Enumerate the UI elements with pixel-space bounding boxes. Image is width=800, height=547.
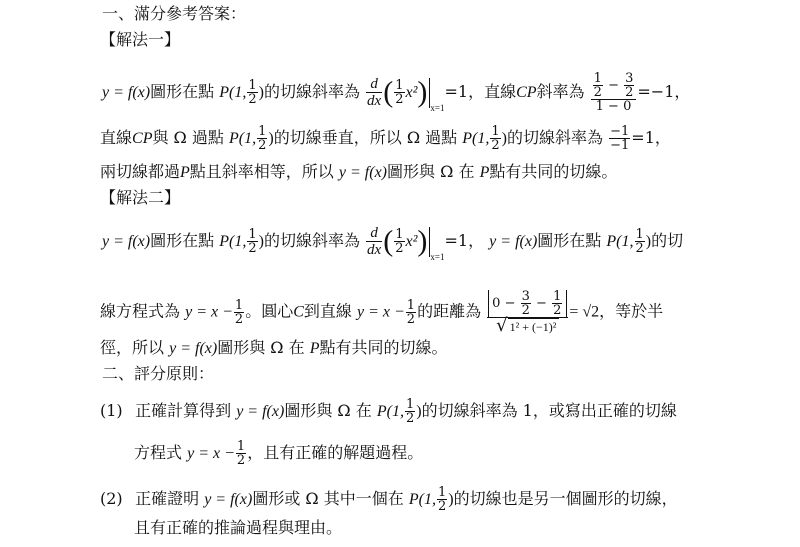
text: 圖形在點 [537,231,602,250]
text: ，且有正確的解題過程。 [247,443,424,462]
text: 點有共同的切線。 [319,338,448,357]
text: =1，直線 [444,82,517,101]
text: 圖形與 Ω 在 [387,162,475,181]
text: ，等於半 [599,301,664,321]
rule-2-line-2 [134,518,342,538]
text: 正確計算得到 [135,401,232,420]
math-point: P(1, [376,403,404,420]
math-paren: ) [645,233,652,250]
text: 圖形在點 [150,82,215,101]
fraction: $\frac{1}{2}$ [236,439,246,468]
math-x2: x² [405,84,418,101]
m1-line-1: y = f(x)圖形在點 P(1, $\frac{1}{2}$ )的切線斜率為 $\frac{d}{dx}$ ( $\frac{1}{2}$ x²) $_{x=1}$=1，直線CP斜率為 $\frac{1}{2}$ − $\frac{3}{2}$ 1 − 0 =−1， [102,71,691,114]
fraction: $\frac{1}{2}$ [437,485,447,514]
text: 圖形在點 [150,231,215,250]
text: 圖形與 Ω 在 [284,401,372,420]
fraction: $\frac{1}{2}$ [405,397,415,426]
math-paren: ) [258,233,264,250]
text: 斜率為 [536,82,585,101]
text: 的切線斜率為 [263,231,360,250]
m1-line-3 [100,162,617,183]
text: 兩切線都過 [100,162,181,181]
math-CP: CP [132,130,153,147]
eval-subscript: x=1 [430,252,445,262]
method-1-label: 【解法一】 [100,30,181,49]
text: 直線 [100,128,133,147]
rule-label: (1) [100,401,123,420]
text: 的切線斜率為 [507,128,604,147]
math-CP: CP [516,84,537,101]
rule-1-line-1 [100,398,677,425]
rule-1-line-2 [134,440,423,467]
text: 方程式 [134,443,183,462]
text: 與 Ω 過點 [152,128,224,147]
fraction: $\frac{1}{2}$ [395,78,404,107]
text: 正確證明 [135,489,200,508]
text: 線方程式為 [100,301,181,321]
math-line-eq: y = x − [185,303,233,321]
math-yfx: y = f(x) [338,164,388,181]
eval-subscript: x=1 [430,103,445,113]
derivative-op: $\frac{d}{dx}$ [367,76,382,109]
math-x2: x² [405,233,418,250]
rule-label: (2) [100,489,123,508]
math-point: P(1, [229,130,257,147]
text: 的切線斜率為 1，或寫出正確的切線 [421,401,677,420]
fraction: $\frac{1}{2}$ [258,124,267,153]
section-heading-1: 一、滿分參考答案： [102,4,247,23]
math-point: P(1, [408,491,436,508]
math-P: P [180,164,190,181]
text: 的切線斜率為 [263,82,360,101]
text: 。圓心 [245,301,294,321]
math-yfx: y = f(x) [102,233,151,250]
rule-2-line-1 [100,486,678,513]
text: 圖形或 Ω 其中一個在 [252,489,404,508]
distance-fraction: 0 − $\frac{3}{2}$ − $\frac{1}{2}$ √ 1² + (−1)² [487,290,568,334]
text: =1， [631,128,671,147]
text: 圖形與 Ω 在 [217,338,305,357]
math-P: P [309,340,320,357]
text: 點且斜率相等，所以 [189,162,334,181]
math-paren: ) [448,491,454,508]
text: 的切線也是另一個圖形的切線， [453,489,678,508]
math-paren: ) [268,130,274,147]
method-2-label: 【解法二】 [100,188,181,207]
text: 的切線垂直，所以 Ω 過點 [273,128,458,147]
math-yfx: y = f(x) [169,340,218,357]
text: 點有共同的切線。 [489,162,618,181]
text: 且有正確的推論過程與理由。 [134,518,343,537]
math-paren: ) [501,130,507,147]
math-yfx: y = f(x) [236,403,285,420]
m2-line-2 [100,290,663,334]
m1-line-2 [100,125,671,152]
text: 到直線 [303,301,352,321]
math-P: P [479,164,490,181]
math-C: C [293,303,304,321]
text: =1， [444,231,485,250]
derivative-op: $\frac{d}{dx}$ [367,225,382,258]
math-yfx: y = f(x) [204,491,253,508]
math-sqrt2: = √2 [569,303,600,321]
math-line-eq: y = x − [187,445,235,462]
m2-line-1: y = f(x)圖形在點 P(1, $\frac{1}{2}$ )的切線斜率為 $\frac{d}{dx}$ ( $\frac{1}{2}$ x²) $_{x=1}$=1， y = f(x)圖形在點 P(1, $\frac{1}{2}$ )的切 [102,224,684,262]
fraction: $\frac{1}{2}$ [491,124,500,153]
math-point: P(1, [219,84,247,101]
fraction: $\frac{1}{2}$ [406,297,416,327]
fraction: $\frac{1}{2}$ [248,227,257,256]
math-point: P(1, [606,233,634,250]
text: 的距離為 [417,301,482,321]
math-line-eq: y = x − [356,303,405,321]
text: 的切 [651,231,684,250]
fraction: $\frac{1}{2}$ [635,227,644,256]
math-paren: ) [258,84,264,101]
fraction: $\frac{1}{2}$ [234,297,244,327]
fraction: $\frac{1}{2}$ [395,227,404,256]
slope-fraction: $\frac{1}{2}$ − $\frac{3}{2}$ 1 − 0 [591,72,637,113]
math-point: P(1, [219,233,247,250]
math-yfx: y = f(x) [489,233,538,250]
text: =−1， [637,82,691,101]
math-paren: ) [416,403,422,420]
text: 徑，所以 [100,338,165,357]
math-point: P(1, [462,130,490,147]
math-yfx: y = f(x) [102,84,151,101]
m2-line-3 [100,338,448,359]
fraction: $\frac{1}{2}$ [248,78,257,107]
fraction: $\frac{-1}{-1}$ [610,124,630,153]
section-heading-2: 二、評分原則： [102,364,215,383]
